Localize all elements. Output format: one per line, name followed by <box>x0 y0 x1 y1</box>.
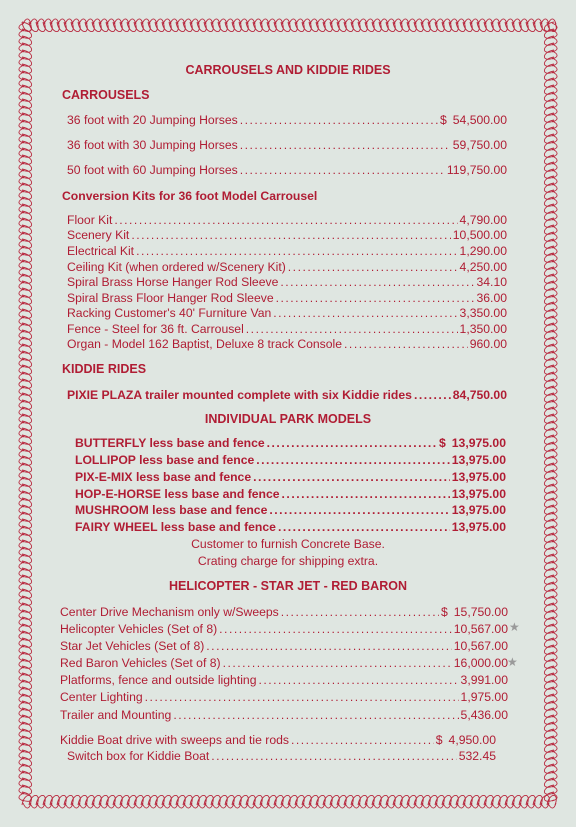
item-price: 13,975.00 <box>451 436 506 450</box>
item-price: 4,250.00 <box>459 260 507 274</box>
item-price: 1,975.00 <box>460 690 508 704</box>
leader-dots <box>280 275 474 289</box>
price-row <box>75 470 506 484</box>
item-label: Platforms, fence and outside lighting <box>60 673 257 687</box>
leader-dots <box>267 436 437 450</box>
item-price: 13,975.00 <box>451 453 506 467</box>
price-row <box>75 436 506 450</box>
leader-dots <box>291 733 434 747</box>
item-price: 4,950.00 <box>448 733 496 747</box>
price-row <box>67 388 507 402</box>
item-label: Racking Customer's 40' Furniture Van <box>67 306 272 320</box>
leader-dots <box>344 337 468 351</box>
currency-sign: $ <box>438 436 446 450</box>
leader-dots <box>136 244 457 258</box>
leader-dots <box>276 291 475 305</box>
item-price: 54,500.00 <box>452 113 507 127</box>
star-mark: ★ <box>509 620 520 634</box>
item-price: 532.45 <box>458 749 496 763</box>
leader-dots <box>131 228 450 242</box>
price-row <box>67 322 507 336</box>
leader-dots <box>240 138 451 152</box>
item-label: 36 foot with 30 Jumping Horses <box>67 138 238 152</box>
item-label: Fence - Steel for 36 ft. Carrousel <box>67 322 244 336</box>
item-label: Electrical Kit <box>67 244 135 258</box>
leader-dots <box>145 690 459 704</box>
item-label: Floor Kit <box>67 213 113 227</box>
item-label: Organ - Model 162 Baptist, Deluxe 8 track Console <box>67 337 343 351</box>
price-row <box>60 733 496 747</box>
price-row <box>67 228 507 242</box>
item-price: 16,000.00 <box>453 656 508 670</box>
leader-dots <box>253 470 450 484</box>
item-label: MUSHROOM less base and fence <box>75 503 268 517</box>
item-label: LOLLIPOP less base and fence <box>75 453 255 467</box>
leader-dots <box>273 306 457 320</box>
currency-sign: $ <box>435 733 443 747</box>
leader-dots <box>246 322 458 336</box>
price-row <box>67 275 507 289</box>
section-heading-park-models: INDIVIDUAL PARK MODELS <box>204 412 372 426</box>
item-price: 960.00 <box>469 337 507 351</box>
note-concrete-base: Customer to furnish Concrete Base. <box>191 537 385 551</box>
leader-dots <box>240 113 438 127</box>
section-heading-kiddie-rides: KIDDIE RIDES <box>62 362 147 376</box>
item-price: 13,975.00 <box>451 487 506 501</box>
item-label: Ceiling Kit (when ordered w/Scenery Kit) <box>67 260 286 274</box>
item-price: 119,750.00 <box>446 163 507 177</box>
item-price: 13,975.00 <box>451 470 506 484</box>
item-label: 36 foot with 20 Jumping Horses <box>67 113 238 127</box>
item-price: 15,750.00 <box>453 605 508 619</box>
leader-dots <box>282 487 450 501</box>
item-label: Spiral Brass Horse Hanger Rod Sleeve <box>67 275 279 289</box>
currency-sign: $ <box>440 605 448 619</box>
price-row <box>67 749 496 763</box>
price-row <box>67 306 507 320</box>
item-price: 84,750.00 <box>452 388 507 402</box>
item-price: 13,975.00 <box>451 520 506 534</box>
leader-dots <box>211 749 456 763</box>
leader-dots <box>269 503 449 517</box>
item-label: PIX-E-MIX less base and fence <box>75 470 252 484</box>
item-price: 13,975.00 <box>451 503 506 517</box>
item-price: 1,290.00 <box>459 244 507 258</box>
price-row <box>75 503 506 517</box>
price-row <box>60 622 508 636</box>
item-label: FAIRY WHEEL less base and fence <box>75 520 276 534</box>
price-row <box>67 291 507 305</box>
item-label: Spiral Brass Floor Hanger Rod Sleeve <box>67 291 274 305</box>
item-label: Red Baron Vehicles (Set of 8) <box>60 656 221 670</box>
item-price: 10,567.00 <box>453 639 508 653</box>
item-price: 1,350.00 <box>459 322 507 336</box>
item-price: 3,991.00 <box>460 673 508 687</box>
item-label: Trailer and Mounting <box>60 708 172 722</box>
item-price: 3,350.00 <box>459 306 507 320</box>
leader-dots <box>281 605 439 619</box>
item-price: 4,790.00 <box>459 213 507 227</box>
item-label: PIXIE PLAZA trailer mounted complete with six Kiddie rides <box>67 388 412 402</box>
leader-dots <box>288 260 458 274</box>
leader-dots <box>114 213 457 227</box>
leader-dots <box>173 708 458 722</box>
section-heading-conversion-kits: Conversion Kits for 36 foot Model Carrousel <box>62 189 318 203</box>
leader-dots <box>219 622 452 636</box>
item-label: Center Lighting <box>60 690 143 704</box>
price-row <box>60 690 508 704</box>
item-price: 10,500.00 <box>452 228 507 242</box>
item-price: 5,436.00 <box>460 708 508 722</box>
price-row <box>60 673 508 687</box>
price-row <box>67 113 507 127</box>
price-row <box>75 453 506 467</box>
note-crating-charge: Crating charge for shipping extra. <box>197 554 379 568</box>
page-title: CARROUSELS AND KIDDIE RIDES <box>185 63 391 77</box>
leader-dots <box>258 673 458 687</box>
price-row <box>75 520 506 534</box>
leader-dots <box>414 388 451 402</box>
item-label: Center Drive Mechanism only w/Sweeps <box>60 605 279 619</box>
price-row <box>67 337 507 351</box>
leader-dots <box>240 163 445 177</box>
item-label: Scenery Kit <box>67 228 130 242</box>
item-label: Kiddie Boat drive with sweeps and tie rods <box>60 733 289 747</box>
leader-dots <box>278 520 450 534</box>
price-row <box>60 639 508 653</box>
price-row <box>67 138 507 152</box>
item-label: Star Jet Vehicles (Set of 8) <box>60 639 205 653</box>
price-row <box>60 656 508 670</box>
item-label: HOP-E-HORSE less base and fence <box>75 487 280 501</box>
section-heading-carrousels: CARROUSELS <box>62 88 150 102</box>
item-price: 59,750.00 <box>452 138 507 152</box>
price-row <box>67 213 507 227</box>
item-label: Helicopter Vehicles (Set of 8) <box>60 622 218 636</box>
price-row <box>67 163 507 177</box>
item-price: 34.10 <box>476 275 507 289</box>
leader-dots <box>223 656 452 670</box>
price-row <box>60 605 508 619</box>
price-row <box>67 260 507 274</box>
price-row <box>60 708 508 722</box>
item-price: 10,567.00 <box>453 622 508 636</box>
item-label: 50 foot with 60 Jumping Horses <box>67 163 238 177</box>
leader-dots <box>206 639 451 653</box>
leader-dots <box>256 453 450 467</box>
item-label: BUTTERFLY less base and fence <box>75 436 265 450</box>
price-row <box>75 487 506 501</box>
currency-sign: $ <box>439 113 447 127</box>
item-price: 36.00 <box>476 291 507 305</box>
item-label: Switch box for Kiddie Boat <box>67 749 210 763</box>
section-heading-helicopter: HELICOPTER - STAR JET - RED BARON <box>169 579 407 593</box>
star-mark: ★ <box>507 655 518 669</box>
price-row <box>67 244 507 258</box>
